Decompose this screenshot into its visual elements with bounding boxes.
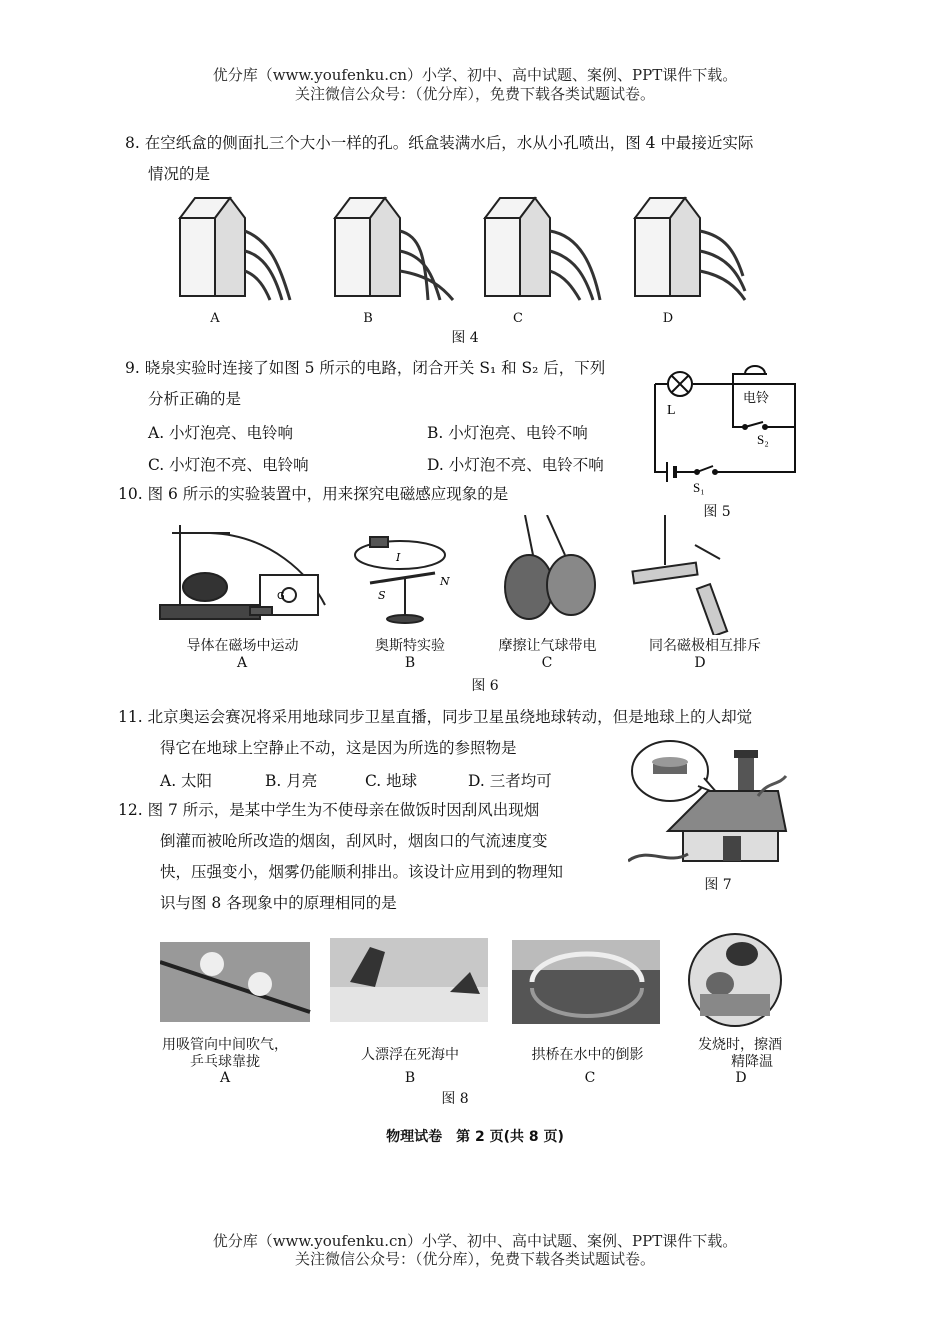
q9-option-c: C. 小灯泡不亮、电铃响 [148,456,309,474]
fig6-d-magnets [632,515,727,635]
q8-line-2: 情况的是 [148,165,211,183]
fig6-item-a-text: 导体在磁场中运动 [186,638,299,654]
fig6-item-d-text: 同名磁极相互排斥 [649,638,761,654]
footer-line-2: 关注微信公众号：（优分库），免费下载各类试题试卷。 [294,1250,655,1268]
fig8-c-photo [512,940,660,1024]
carton-a [180,198,290,300]
fig6-c-balloons [505,515,595,619]
fig5-label-bell: 电铃 [743,390,770,405]
q11-option-c: C. 地球 [365,772,418,790]
fig4-label-b: B [363,311,373,326]
q10-line-1: 10. 图 6 所示的实验装置中，用来探究电磁感应现象的是 [118,485,509,503]
figure-8-photos [160,932,790,1028]
fig8-item-a-text2: 乒乓球靠拢 [190,1054,260,1070]
q8-line-1: 8. 在空纸盒的侧面扎三个大小一样的孔。纸盒装满水后，水从小孔喷出，图 4 中最接近实际 [125,134,754,152]
fig6-label-n: N [440,575,450,588]
fig6-b-oersted [355,537,445,623]
fig6-a-conductor [160,525,325,619]
fig8-caption: 图 8 [441,1091,469,1107]
fig6-caption: 图 6 [471,678,499,694]
fig8-item-b-label: B [404,1070,416,1086]
figure-7-chimney-house [628,736,788,868]
fig8-item-d-label: D [735,1070,747,1086]
figure-5-circuit [645,362,805,502]
fig8-item-a-label: A [219,1070,231,1086]
fig6-item-c-text: 摩擦让气球带电 [498,638,597,654]
fig8-a-photo [160,942,310,1022]
fig8-b-photo [330,938,488,1022]
fig6-item-b-text: 奥斯特实验 [375,638,445,654]
footer-line-1: 优分库（www.youfenku.cn）小学、初中、高中试题、案例、PPT课件下载。 [212,1232,738,1250]
fig4-label-a: A [210,311,220,326]
fig8-d-photo [689,934,781,1026]
q11-line-2: 得它在地球上空静止不动，这是因为所选的参照物是 [160,739,517,757]
fig4-label-d: D [662,311,674,326]
fig6-item-a-label: A [236,655,248,671]
fig8-item-c-label: C [584,1070,596,1086]
carton-b [335,198,453,300]
q11-line-1: 11. 北京奥运会赛况将采用地球同步卫星直播，同步卫星虽绕地球转动，但是地球上的人却觉 [118,708,753,726]
q11-option-d: D. 三者均可 [468,772,552,790]
fig4-caption: 图 4 [451,330,479,346]
q9-line-1: 9. 晓泉实验时连接了如图 5 所示的电路，闭合开关 S₁ 和 S₂ 后，下列 [125,359,606,377]
fig5-caption: 图 5 [703,504,731,520]
fig5-label-s2: S₂ [757,432,769,447]
q9-line-2: 分析正确的是 [148,390,242,408]
carton-d [635,198,745,300]
q12-line-2: 倒灌而被呛所改造的烟囱，刮风时，烟囱口的气流速度变 [160,832,548,850]
header-line-1: 优分库（www.youfenku.cn）小学、初中、高中试题、案例、PPT课件下载。 [212,66,738,84]
fig8-item-d-text2: 精降温 [731,1054,773,1070]
q11-option-b: B. 月亮 [265,772,318,790]
fig8-item-b-text1: 人漂浮在死海中 [361,1047,459,1063]
fig4-label-c: C [513,311,523,326]
q9-option-b: B. 小灯泡亮、电铃不响 [427,424,588,442]
fig6-label-g: G [277,591,285,602]
q12-line-1: 12. 图 7 所示，是某中学生为不使母亲在做饭时因刮风出现烟 [118,801,540,819]
fig6-item-b-label: B [404,655,416,671]
q9-option-a: A. 小灯泡亮、电铃响 [148,424,294,442]
figure-4-cartons [170,196,790,308]
q9-option-d: D. 小灯泡不亮、电铃不响 [427,456,604,474]
carton-c [485,198,600,300]
q11-option-a: A. 太阳 [160,772,213,790]
fig6-item-c-label: C [541,655,553,671]
fig5-label-l: L [667,403,676,418]
figure-6-experiments [150,515,770,635]
fig6-label-i: I [396,551,401,564]
fig8-item-c-text1: 拱桥在水中的倒影 [531,1047,644,1063]
q12-line-4: 识与图 8 各现象中的原理相同的是 [160,894,397,912]
header-line-2: 关注微信公众号：（优分库），免费下载各类试题试卷。 [294,85,655,103]
fig5-label-s1: S₁ [693,480,705,495]
q12-line-3: 快，压强变小，烟雾仍能顺利排出。该设计应用到的物理知 [160,863,564,881]
fig8-item-a-text1: 用吸管向中间吹气， [162,1037,288,1053]
fig8-item-d-text1: 发烧时，擦酒 [698,1037,782,1053]
fig7-caption: 图 7 [704,877,732,893]
fig6-item-d-label: D [694,655,706,671]
page-footer: 物理试卷 第 2 页(共 8 页) [386,1129,564,1145]
fig6-label-s: S [378,589,386,602]
